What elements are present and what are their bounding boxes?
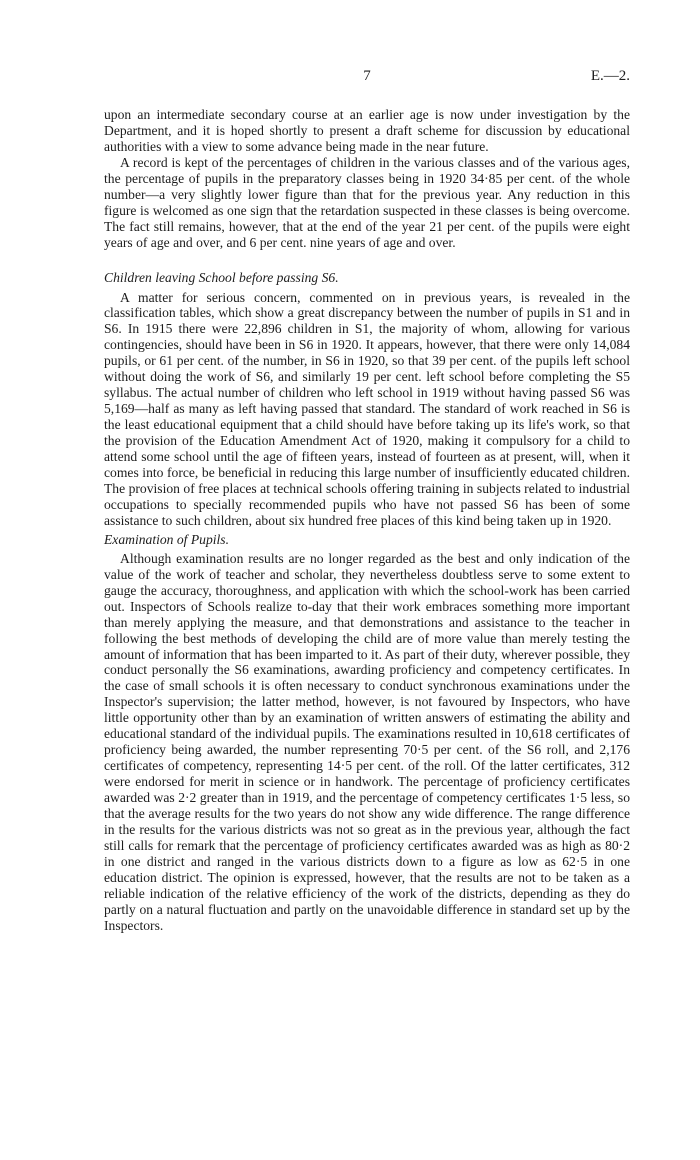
paragraph-continuation: upon an intermediate secondary course at an earlier age is now under investigation by the Department, and it is hoped shortly to present a draft scheme for discussion by educational authorities with a view to some advance being made in the near future. (104, 107, 630, 154)
document-reference: E.—2. (590, 68, 630, 84)
page-body (104, 107, 630, 934)
paragraph-percentages: A record is kept of the percentages of children in the various classes and of the various ages, the percentage of pupils in the preparatory classes being in 1920 34·85 per cent. of the whole number—a very slightly lower figure than that for the previous year. Any reduction in this figure is welcomed as one sign that the retardation suspected in these classes is being overcome. The fact still remains, however, that at the end of the year 21 per cent. of the pupils were eight years of age and over, and 6 per cent. nine years of age and over. (104, 154, 630, 250)
paragraph-examination: Although examination results are no longer regarded as the best and only indication of the value of the work of teacher and scholar, they nevertheless doubtless serve to some extent to gauge the accuracy, thoroughness, and application with which the school-work has been carried out. Inspectors of Schools realize to-day that their work embraces something more important than merely applying the measure, and that demonstrations and assistance to the teacher in following the best methods of developing the child are of more value than merely testing the amount of information that has been imparted to it. As part of their duty, wherever possible, they conduct personally the S6 examinations, awarding proficiency and competency certificates. In the case of small schools it is often necessary to conduct synchronous examinations under the Inspector's supervision; the latter method, however, is not favoured by Inspectors, who have little opportunity other than by an examination of written answers of estimating the ability and educational standard of the individual pupils. The examinations resulted in 10,618 certificates of proficiency being awarded, the number representing 70·5 per cent. of the S6 roll, and 2,176 certificates of competency, representing 14·5 per cent. of the roll. Of the latter certificates, 312 were endorsed for merit in science or in handwork. The percentage of proficiency certificates awarded was 2·2 greater than in 1919, and the percentage of competency certificates 1·5 less, so that the average results for the two years do not show any wide difference. The range difference in the results for the various districts was not so great as in the previous year, although the fact still calls for remark that the percentage of proficiency certificates awarded was as high as 80·2 in one district and ranged in the various districts down to a figure as low as 62·5 in one education district. The opinion is expressed, however, that the results are not to be taken as a reliable indication of the relative efficiency of the work of the districts, depending as they do partly on a natural fluctuation and partly on the unavoidable difference in standard set up by the Inspectors. (104, 550, 630, 933)
section-heading-leaving-school: Children leaving School before passing S6. (104, 269, 339, 285)
page-header (104, 68, 630, 90)
page-number: 7 (363, 68, 371, 84)
section-heading-examination: Examination of Pupils. (104, 531, 229, 547)
paragraph-leaving-school: A matter for serious concern, commented on in previous years, is revealed in the classification tables, which show a great discrepancy between the number of pupils in S1 and in S6. In 1915 there were 22,896 children in S1, the majority of whom, allowing for various contingencies, should have been in S6 in 1920. It appears, however, that there were only 14,084 pupils, or 61 per cent. of the number, in S6 in 1920, so that 39 per cent. of the pupils left school without doing the work of S6, and similarly 19 per cent. left school before completing the S5 syllabus. The actual number of children who left school in 1919 without having passed S6 was 5,169—half as many as left having passed that standard. The standard of work reached in S6 is the least educational equipment that a child should have before taking up its life's work, so that the provision of the Education Amendment Act of 1920, making it compulsory for a child to attend some school until the age of fifteen years, instead of fourteen as at present, will, when it comes into force, be beneficial in reducing this large number of insufficiently educated children. The provision of free places at technical schools offering training in subjects related to industrial occupations to specially recommended pupils who have not passed S6 has been of some assistance to such children, about six hundred free places of this kind being taken up in 1920. (104, 289, 630, 528)
